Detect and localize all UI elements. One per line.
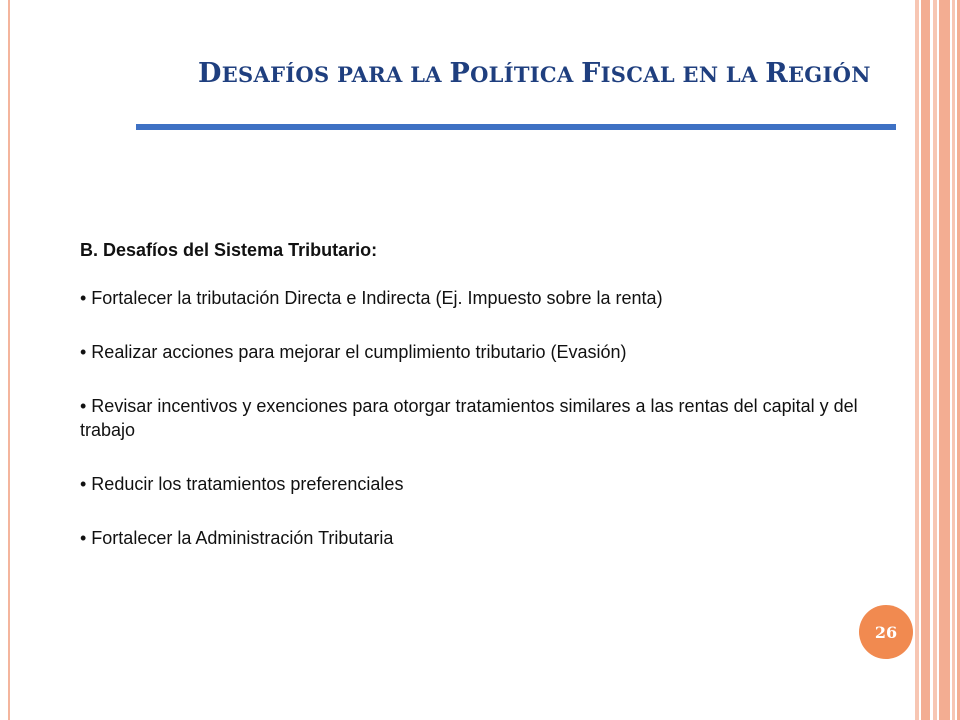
right-decorative-stripes xyxy=(915,0,960,720)
title-rest-1: ESAFÍOS PARA LA xyxy=(221,62,450,87)
bullet-item: • Revisar incentivos y exenciones para otorgar tratamientos similares a las rentas del capital y del trabajo xyxy=(80,396,858,440)
title-cap-3: F xyxy=(581,58,601,89)
title-rest-2: OLÍTICA xyxy=(470,62,582,87)
bullet-item: • Fortalecer la tributación Directa e Indirecta (Ej. Impuesto sobre la renta) xyxy=(80,288,663,308)
bullet-item: • Realizar acciones para mejorar el cumplimiento tributario (Evasión) xyxy=(80,342,627,362)
title-underline-rule xyxy=(136,124,896,130)
title-rest-4: EGIÓN xyxy=(787,62,871,87)
title-rest-3: ISCAL EN LA xyxy=(600,62,766,87)
slide-body xyxy=(80,238,900,580)
slide-title xyxy=(198,58,898,89)
title-cap-1: D xyxy=(198,58,222,89)
bullet-item: • Fortalecer la Administración Tributaria xyxy=(80,528,394,548)
page-number-badge: 26 xyxy=(859,605,913,659)
left-border-line xyxy=(8,0,10,720)
title-cap-4: R xyxy=(765,58,788,89)
section-heading: B. Desafíos del Sistema Tributario: xyxy=(80,240,378,260)
bullet-item: • Reducir los tratamientos preferenciales xyxy=(80,474,404,494)
title-cap-2: P xyxy=(449,58,471,89)
